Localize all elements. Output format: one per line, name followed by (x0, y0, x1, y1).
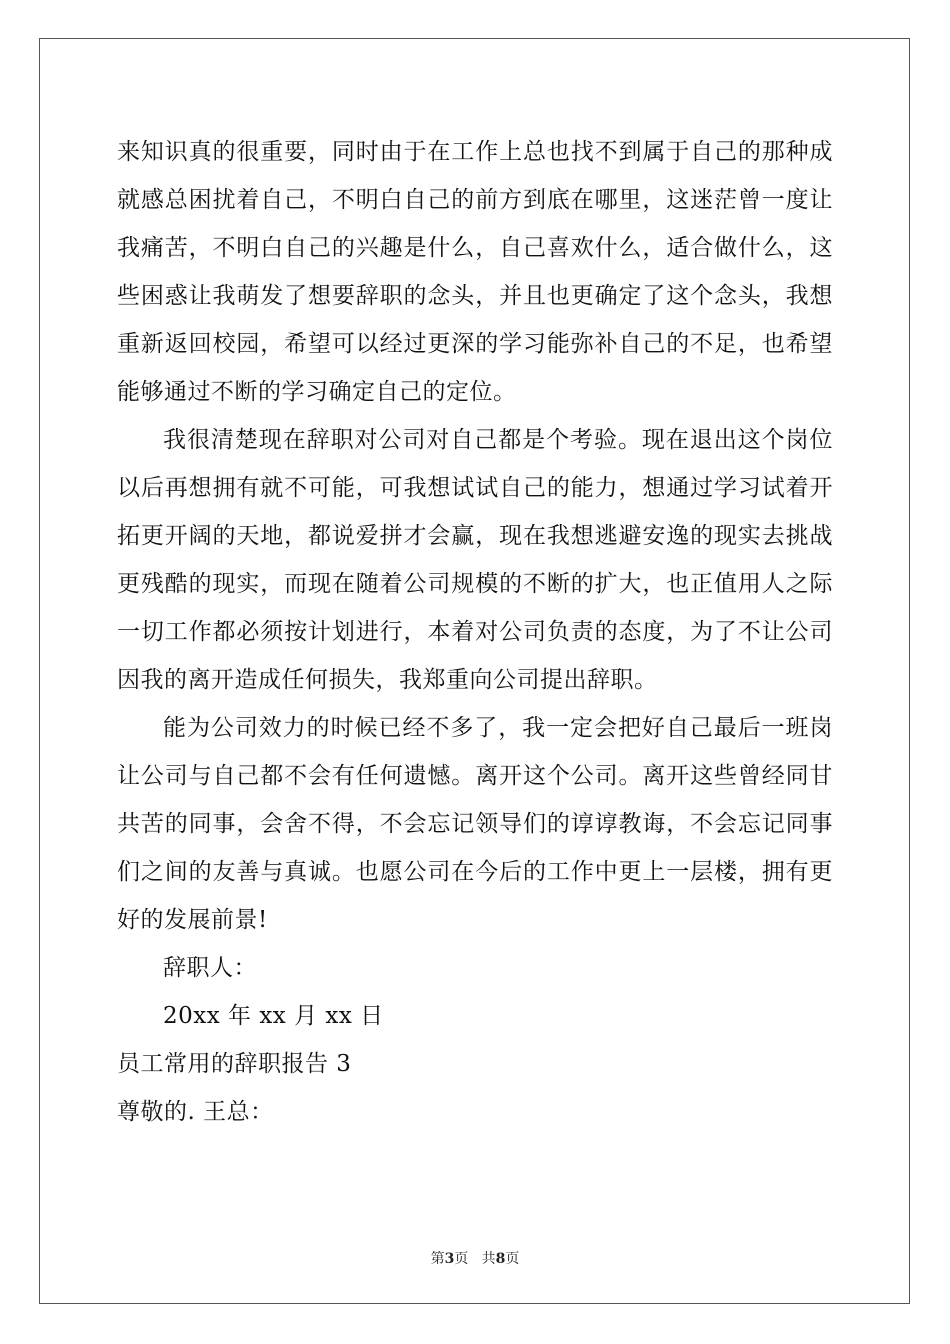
text-line: 能为公司效力的时候已经不多了，我一定会把好自己最后一班岗 (163, 715, 833, 741)
text-line: 更残酷的现实，而现在随着公司规模的不断的扩大，也正值用人之际 (117, 571, 833, 597)
footer-total-pages: 8 (495, 1251, 506, 1267)
date-line: 20xx 年 xx 月 xx 日 (163, 1003, 384, 1029)
text-line: 来知识真的很重要，同时由于在工作上总也找不到属于自己的那种成 (117, 139, 833, 165)
text-line: 因我的离开造成任何损失，我郑重向公司提出辞职。 (117, 667, 658, 693)
salutation: 尊敬的. 王总： (117, 1099, 274, 1125)
footer-prefix: 第 (430, 1251, 445, 1267)
text-line: 好的发展前景! (117, 907, 268, 933)
text-line: 我痛苦，不明白自己的兴趣是什么，自己喜欢什么，适合做什么，这 (117, 235, 833, 261)
page-footer (0, 1248, 950, 1268)
footer-page-number: 3 (444, 1251, 455, 1267)
text-line: 让公司与自己都不会有任何遗憾。离开这个公司。离开这些曾经同甘 (117, 763, 833, 789)
text-line: 以后再想拥有就不可能，可我想试试自己的能力，想通过学习试着开 (117, 475, 833, 501)
text-line: 一切工作都必须按计划进行，本着对公司负责的态度，为了不让公司 (117, 619, 833, 645)
text-line: 重新返回校园，希望可以经过更深的学习能弥补自己的不足，也希望 (117, 331, 833, 357)
footer-total-prefix: 共 (481, 1251, 496, 1267)
paragraph (117, 704, 833, 944)
footer-total-suffix: 页 (505, 1251, 520, 1267)
text-line: 就感总困扰着自己，不明白自己的前方到底在哪里，这迷茫曾一度让 (117, 187, 833, 213)
text-line: 共苦的同事，会舍不得，不会忘记领导们的谆谆教诲，不会忘记同事 (117, 811, 833, 837)
paragraph (117, 416, 833, 704)
text-line: 们之间的友善与真诚。也愿公司在今后的工作中更上一层楼，拥有更 (117, 859, 833, 885)
text-line: 能够通过不断的学习确定自己的定位。 (117, 379, 517, 405)
document-body (117, 128, 833, 1136)
text-line: 拓更开阔的天地，都说爱拼才会赢，现在我想逃避安逸的现实去挑战 (117, 523, 833, 549)
footer-page-suffix: 页 (454, 1251, 469, 1267)
signature-label: 辞职人： (163, 955, 257, 981)
section-title: 员工常用的辞职报告 3 (117, 1051, 352, 1077)
text-line: 我很清楚现在辞职对公司对自己都是个考验。现在退出这个岗位 (163, 427, 833, 453)
text-line: 些困惑让我萌发了想要辞职的念头，并且也更确定了这个念头，我想 (117, 283, 833, 309)
paragraph (117, 128, 833, 416)
